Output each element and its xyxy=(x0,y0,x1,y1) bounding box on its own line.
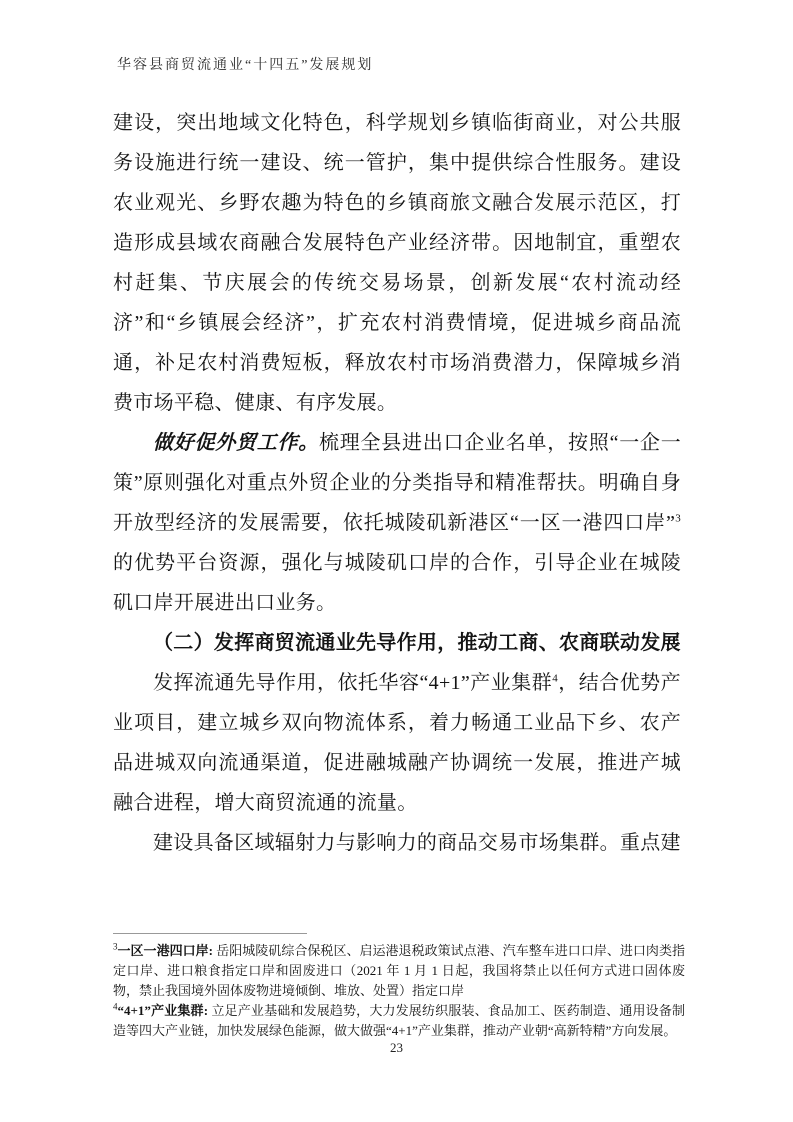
footnote xyxy=(113,1001,685,1041)
text-run: 发挥流通先导作用，依托华容“4+1”产业集群 xyxy=(153,672,553,694)
footnote-reference: 4 xyxy=(552,672,558,685)
paragraph xyxy=(113,663,681,823)
section-heading xyxy=(113,623,681,663)
footnotes-section xyxy=(113,933,685,1041)
text-run: 梳理全县进出口企业名单，按照“一企一策”原则强化对重点外贸企业的分类指导和精准帮扶。明确自身开放型经济的发展需要，依托城陵矶新港区“一区一港四口岸” xyxy=(113,432,682,534)
page-number: 23 xyxy=(390,1040,403,1055)
footnote-marker: 4 xyxy=(113,1001,118,1012)
footnote-marker: 3 xyxy=(113,941,118,952)
body-text xyxy=(113,103,681,863)
footnote-list xyxy=(113,941,685,1041)
text-run: 建设，突出地域文化特色，科学规划乡镇临街商业，对公共服务设施进行统一建设、统一管护，集中提供综合性服务。建设农业观光、乡野农趣为特色的乡镇商旅文融合发展示范区，打造形成县域农商融合发展特色产业经济带。因地制宜，重塑农村赶集、节庆展会的传统交易场景，创新发展“农村流动经济”和“乡镇展会经济”，扩充农村消费情境，促进城乡商品流通，补足农村消费短板，释放农村市场消费潜力，保障城乡消费市场平稳、健康、有序发展。 xyxy=(113,112,681,414)
footnote-text: 立足产业基础和发展趋势，大力发展纺织服装、食品加工、医药制造、通用设备制造等四大产业链，加快发展绿色能源，做大做强“4+1”产业集群，推动产业朝“高新特精”方向发展。 xyxy=(113,1003,685,1038)
footnote-term: “4+1”产业集群: xyxy=(117,1003,212,1018)
footnote-term: 一区一港四口岸: xyxy=(117,943,217,958)
footnote-reference: 3 xyxy=(675,512,681,525)
bold-lead-text: 做好促外贸工作。 xyxy=(153,432,320,454)
footnote-text: 岳阳城陵矶综合保税区、启运港退税政策试点港、汽车整车进口口岸、进口肉类指定口岸、进口粮食指定口岸和固废进口（2021 年 1 月 1 日起，我国将禁止以任何方式进口固体废物，禁止我国境外固体废物进境倾倒、堆放、处置）指定口岸 xyxy=(113,943,685,998)
paragraph xyxy=(113,823,681,863)
text-run: 建设具备区域辐射力与影响力的商品交易市场集群。重点建 xyxy=(153,832,681,854)
text-run: 的优势平台资源，强化与城陵矶口岸的合作，引导企业在城陵矶口岸开展进出口业务。 xyxy=(113,552,681,614)
paragraph xyxy=(113,103,681,423)
footnote-separator xyxy=(113,933,307,934)
footnote xyxy=(113,941,685,1001)
text-run: ，结合优势产业项目，建立城乡双向物流体系，着力畅通工业品下乡、农产品进城双向流通渠道，促进融城融产协调统一发展，推进产城融合进程，增大商贸流通的流量。 xyxy=(113,672,681,814)
paragraph xyxy=(113,423,681,623)
page-header-title: 华容县商贸流通业“十四五”发展规划 xyxy=(117,58,374,73)
text-run: （二）发挥商贸流通业先导作用，推动工商、农商联动发展 xyxy=(153,632,681,654)
